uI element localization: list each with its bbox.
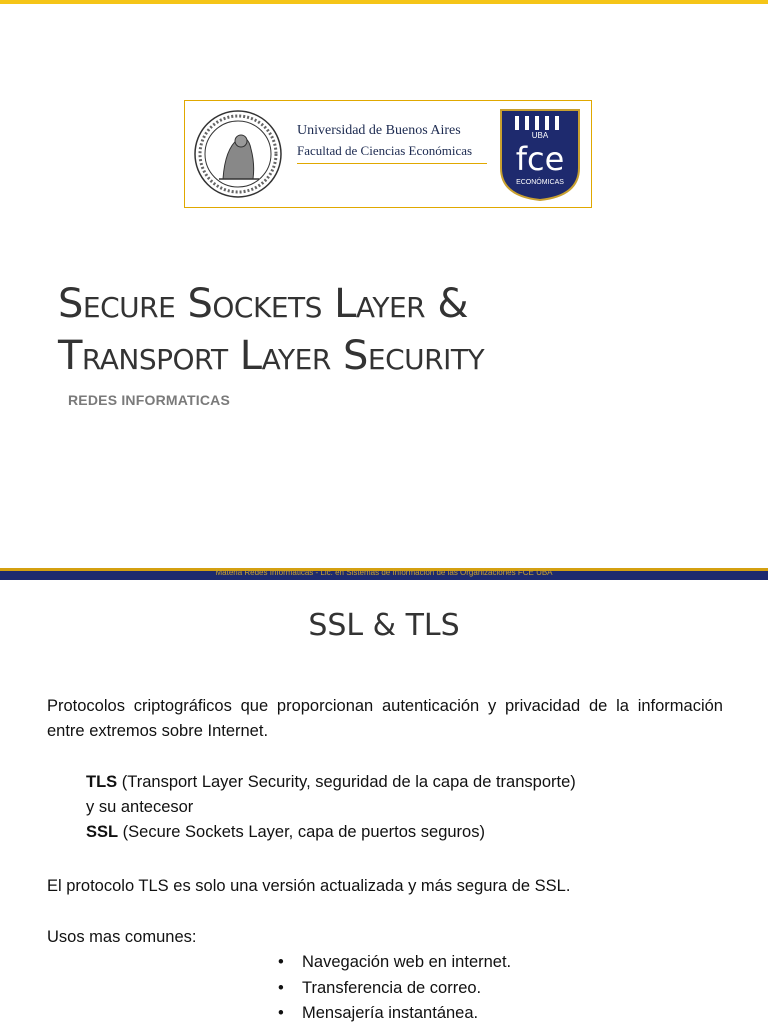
badge-uba-text: UBA xyxy=(531,131,549,140)
tls-line xyxy=(86,770,576,795)
list-item xyxy=(278,1001,511,1027)
badge-fce-text: fce xyxy=(515,140,565,178)
predecessor-line: y su antecesor xyxy=(86,798,194,816)
badge-economicas-text: ECONÓMICAS xyxy=(516,179,564,186)
content-slide-title: SSL & TLS xyxy=(308,608,460,643)
title-line-2: Transport Layer Security xyxy=(58,333,485,379)
logo-divider xyxy=(297,163,487,164)
intro-paragraph: Protocolos criptográficos que proporcionan autenticación y privacidad de la información entre extremos sobre Internet. xyxy=(47,697,723,740)
bullet-icon: • xyxy=(278,1004,284,1022)
top-accent-rule xyxy=(0,0,768,4)
bullet-icon: • xyxy=(278,953,284,971)
fce-badge-icon xyxy=(499,108,581,202)
faculty-name: Facultad de Ciencias Económicas xyxy=(297,143,473,158)
ssl-abbreviation: SSL xyxy=(86,823,119,841)
university-logo-banner xyxy=(184,100,592,208)
uses-label: Usos mas comunes: xyxy=(47,928,197,946)
slide-title xyxy=(58,278,738,382)
uba-seal-icon xyxy=(193,109,283,199)
tls-description: (Transport Layer Security, seguridad de la capa de transporte) xyxy=(117,773,576,791)
ssl-description: (Secure Sockets Layer, capa de puertos seguros) xyxy=(118,823,485,841)
uses-list xyxy=(278,950,511,1027)
title-line-1: Secure Sockets Layer & xyxy=(58,281,469,327)
list-item xyxy=(278,976,511,1002)
list-item-text: Navegación web en internet. xyxy=(302,953,512,971)
list-item-text: Transferencia de correo. xyxy=(302,978,482,997)
ssl-line xyxy=(86,820,485,845)
list-item-text: Mensajería instantánea. xyxy=(302,1004,479,1022)
university-name: Universidad de Buenos Aires xyxy=(297,123,461,138)
slide-subtitle: REDES INFORMATICAS xyxy=(68,392,231,408)
list-item xyxy=(278,950,511,976)
bullet-icon: • xyxy=(278,978,284,997)
footer-caption: Materia Redes Informáticas - Lic. en Sistemas de Información de las Organizaciones FCE UBA xyxy=(215,568,553,577)
tls-abbreviation: TLS xyxy=(86,773,118,791)
tls-note-paragraph: El protocolo TLS es solo una versión actualizada y más segura de SSL. xyxy=(47,877,571,895)
